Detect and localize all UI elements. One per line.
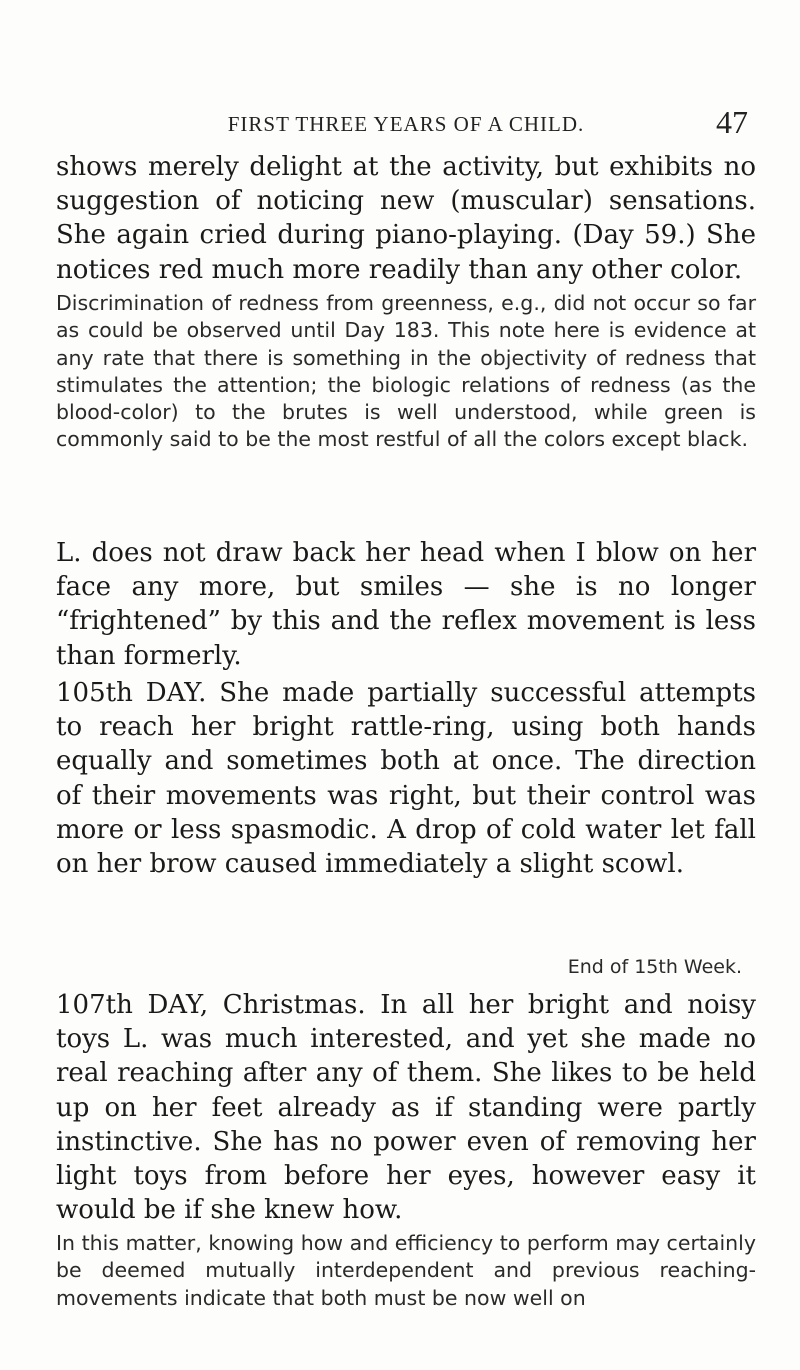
note-reaching [56, 1230, 756, 1312]
body-paragraph: 107th DAY, Christmas. In all her bright and noisy toys L. was much interested, and yet she made no real reaching after any of them. She likes to be held up on her feet already as if standing were partly instinctive. She has no power even of removing her light toys from before her eyes, however easy it would be if she knew how. [56, 990, 756, 1226]
body-paragraph: L. does not draw back her head when I blow on her face any more, but smiles — she is no longer “frightened” by this and the reflex movement is less than formerly. [56, 538, 756, 671]
paragraph-105th-day [56, 676, 756, 881]
page-number: 47 [716, 104, 748, 140]
body-paragraph: shows merely delight at the activity, but exhibits no suggestion of noticing new (muscular) sensations. She again cried during piano-playing. (Day 59.) She notices red much more readily than any other color. [56, 152, 756, 285]
body-paragraph: 105th DAY. She made partially successful attempts to reach her bright rattle-ring, using both hands equally and sometimes both at once. The direction of their movements was right, but their control was more or less spasmodic. A drop of cold water let fall on her brow caused immediately a slight scowl. [56, 678, 756, 880]
paragraph-blow-on-face [56, 536, 756, 673]
running-head [0, 104, 800, 140]
paragraph-continuation [56, 150, 756, 287]
note-paragraph: Discrimination of redness from greenness, e.g., did not occur so far as could be observed until Day 183. This note here is evidence at any rate that there is something in the objectivity of redness that stimulates the attention; the biologic relations of redness (as the blood-color) to the brutes is well understood, while green is commonly said to be the most restful of all the colors except black. [56, 291, 756, 452]
week-marker: End of 15th Week. [567, 956, 742, 978]
paragraph-107th-day [56, 988, 756, 1227]
note-redness [56, 290, 756, 454]
note-paragraph: In this matter, knowing how and efficiency to perform may certainly be deemed mutually interdependent and previous reaching-movements indicate that both must be now well on [56, 1231, 756, 1310]
running-title: FIRST THREE YEARS OF A CHILD. [227, 112, 585, 136]
